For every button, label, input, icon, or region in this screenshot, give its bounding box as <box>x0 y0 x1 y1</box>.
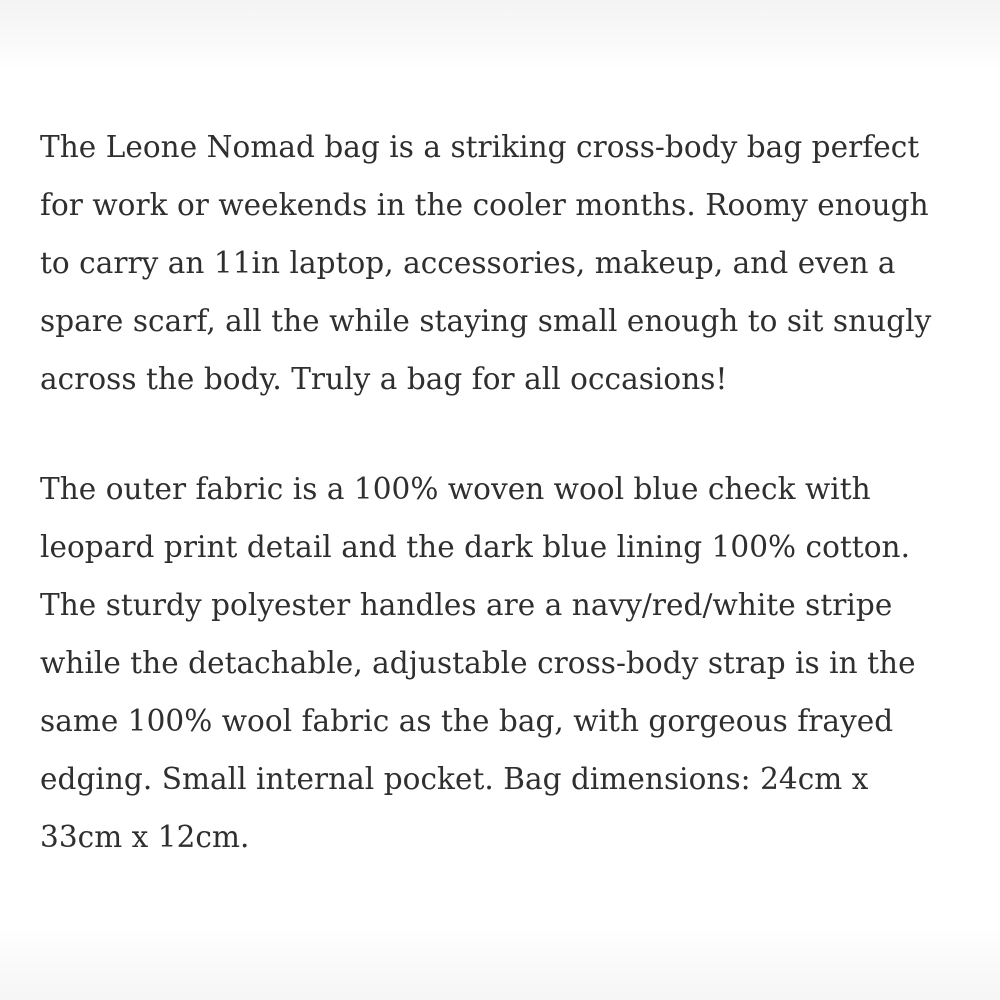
description-line: same 100% wool fabric as the bag, with gorgeous frayed <box>40 704 894 738</box>
product-description <box>40 118 990 866</box>
bottom-shadow-band <box>0 930 1000 1000</box>
description-line: The sturdy polyester handles are a navy/red/white stripe <box>40 588 893 622</box>
description-paragraph-1 <box>40 118 990 408</box>
description-line: to carry an 11in laptop, accessories, makeup, and even a <box>40 246 896 280</box>
description-line: edging. Small internal pocket. Bag dimensions: 24cm x <box>40 762 869 796</box>
description-line: spare scarf, all the while staying small enough to sit snugly <box>40 304 932 338</box>
description-line: leopard print detail and the dark blue lining 100% cotton. <box>40 530 910 564</box>
description-line: The Leone Nomad bag is a striking cross-body bag perfect <box>40 130 920 164</box>
description-line: across the body. Truly a bag for all occasions! <box>40 362 728 396</box>
paragraph-gap <box>40 408 990 460</box>
top-shadow-band <box>0 0 1000 68</box>
description-line: for work or weekends in the cooler months. Roomy enough <box>40 188 929 222</box>
description-line: The outer fabric is a 100% woven wool blue check with <box>40 472 871 506</box>
description-line: while the detachable, adjustable cross-body strap is in the <box>40 646 916 680</box>
description-line: 33cm x 12cm. <box>40 820 250 854</box>
description-paragraph-2 <box>40 460 990 866</box>
